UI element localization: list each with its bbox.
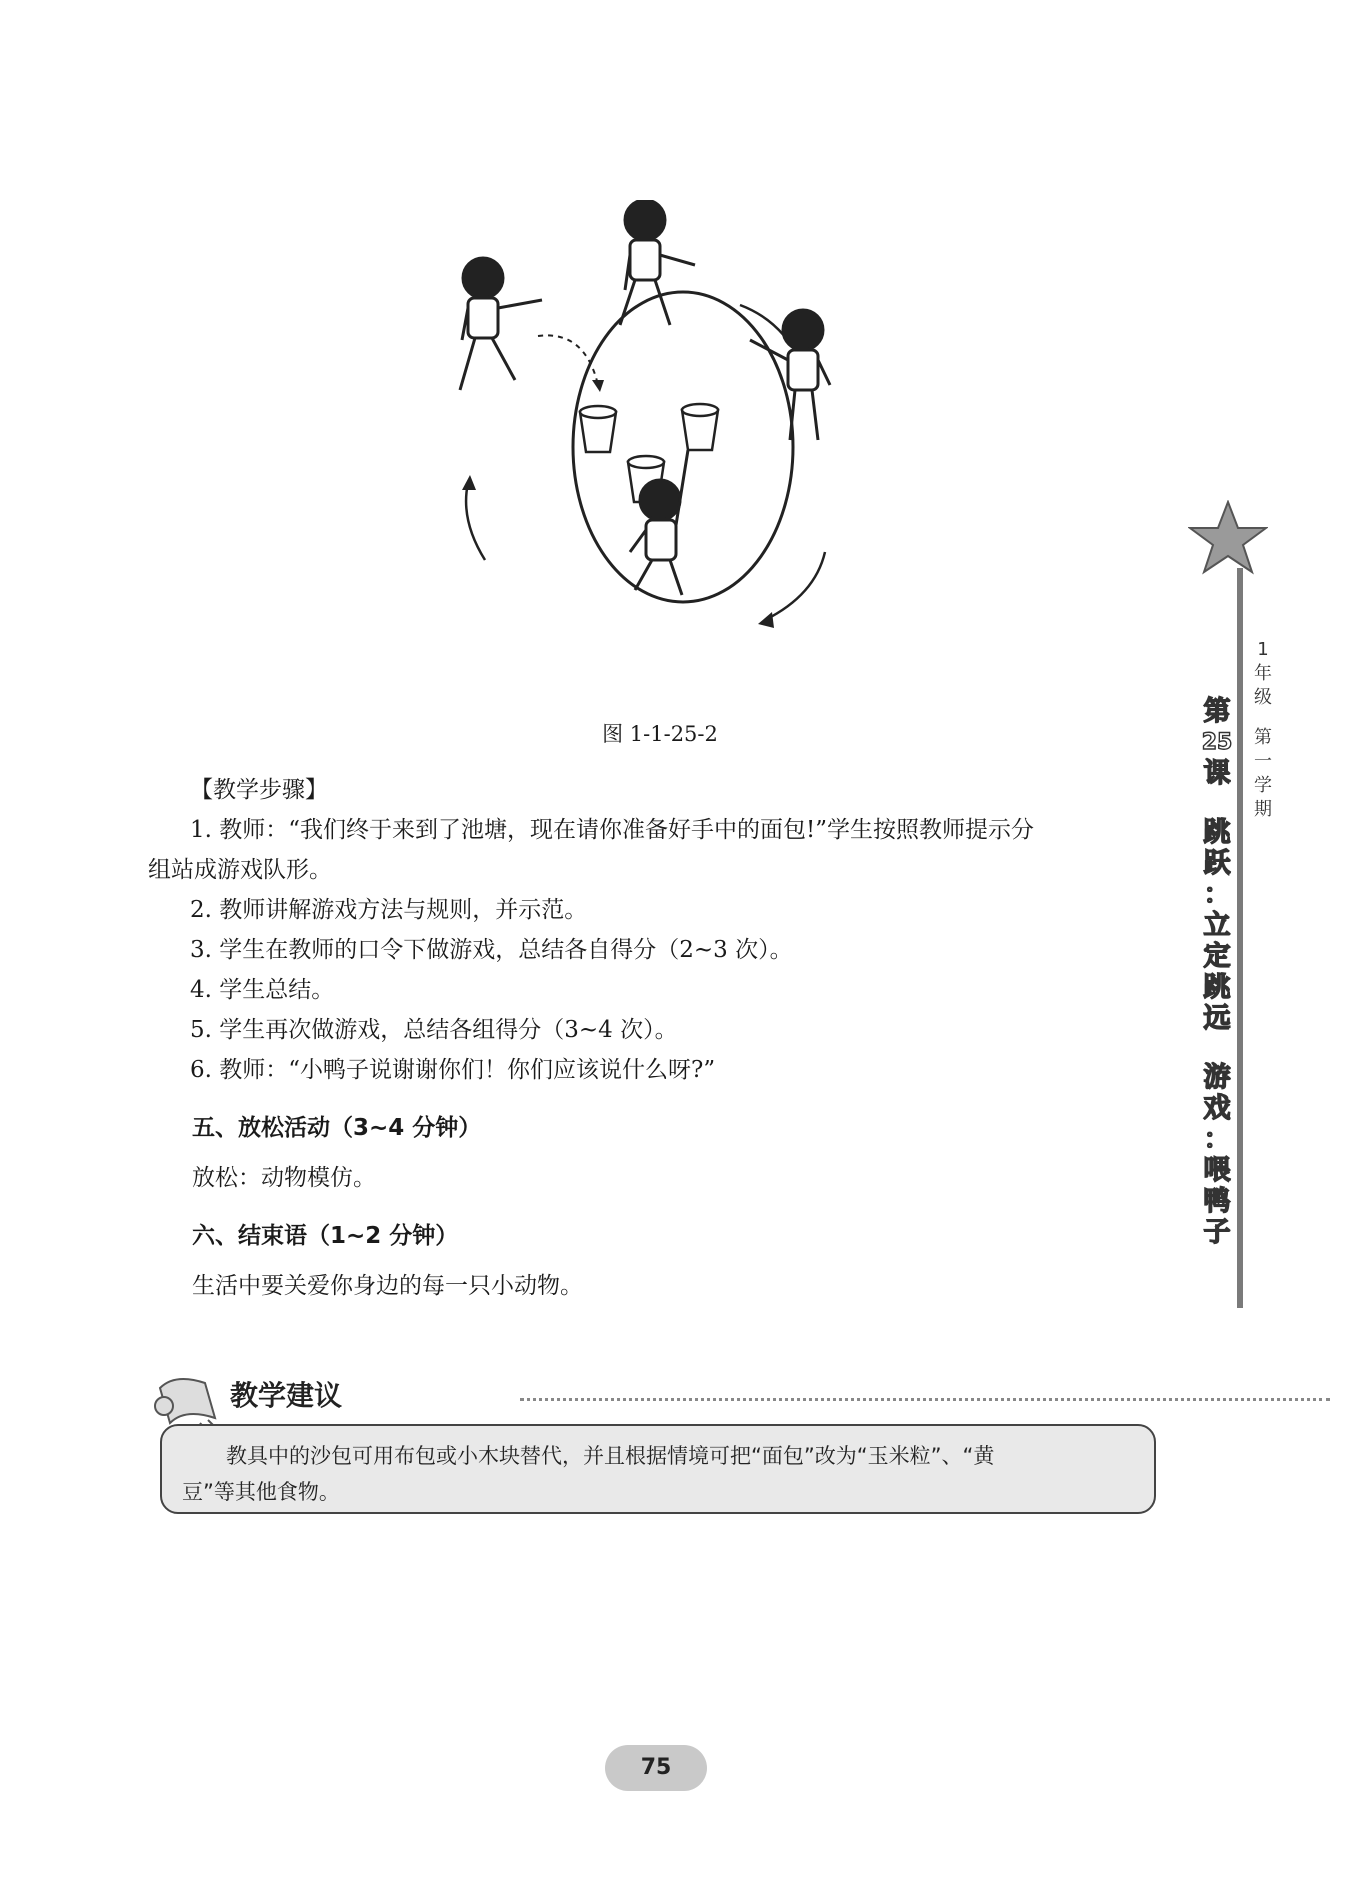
step-item-continuation: 组站成游戏队形。 [148, 857, 332, 883]
step-item: 5. 学生再次做游戏，总结各组得分（3~4 次）。 [190, 1017, 678, 1043]
grade-semester-label: 1 年 级 第 一 学 期 [1254, 639, 1272, 820]
section-heading-relax: 五、放松活动（3~4 分钟） [192, 1115, 482, 1141]
section-text-closing: 生活中要关爱你身边的每一只小动物。 [192, 1273, 583, 1299]
teaching-suggestion-panel [150, 1368, 1170, 1528]
step-item: 2. 教师讲解游戏方法与规则，并示范。 [190, 897, 588, 923]
figure-caption: 图 1-1-25-2 [602, 722, 718, 746]
illustration-feed-ducks-game [420, 200, 940, 710]
step-item: 6. 教师：“小鸭子说谢谢你们！你们应该说什么呀?” [190, 1057, 716, 1083]
section-text-relax: 放松：动物模仿。 [192, 1165, 376, 1191]
dotted-divider [520, 1398, 1330, 1401]
step-item: 4. 学生总结。 [190, 977, 335, 1003]
chapter-sidebar [1186, 500, 1316, 1320]
step-item: 3. 学生在教师的口令下做游戏，总结各自得分（2~3 次）。 [190, 937, 793, 963]
sidebar-rule [1237, 568, 1243, 1308]
lesson-body [148, 770, 1168, 1306]
section-heading-closing: 六、结束语（1~2 分钟） [192, 1223, 459, 1249]
suggestion-title: 教学建议 [230, 1379, 343, 1412]
suggestion-box [160, 1424, 1156, 1514]
step-item: 1. 教师：“我们终于来到了池塘，现在请你准备好手中的面包!”学生按照教师提示分 [190, 817, 1035, 843]
steps-heading: 【教学步骤】 [190, 777, 328, 803]
lesson-title-vertical: 第 25 课 跳 跃 ： 立 定 跳 远 游 戏 ： 喂 鸭 子 [1201, 696, 1233, 1248]
page-number: 75 [605, 1745, 707, 1791]
star-icon [1188, 500, 1268, 576]
suggestion-line: 豆”等其他食物。 [182, 1480, 340, 1504]
suggestion-line: 教具中的沙包可用布包或小木块替代，并且根据情境可把“面包”改为“玉米粒”、“黄 [226, 1444, 995, 1468]
